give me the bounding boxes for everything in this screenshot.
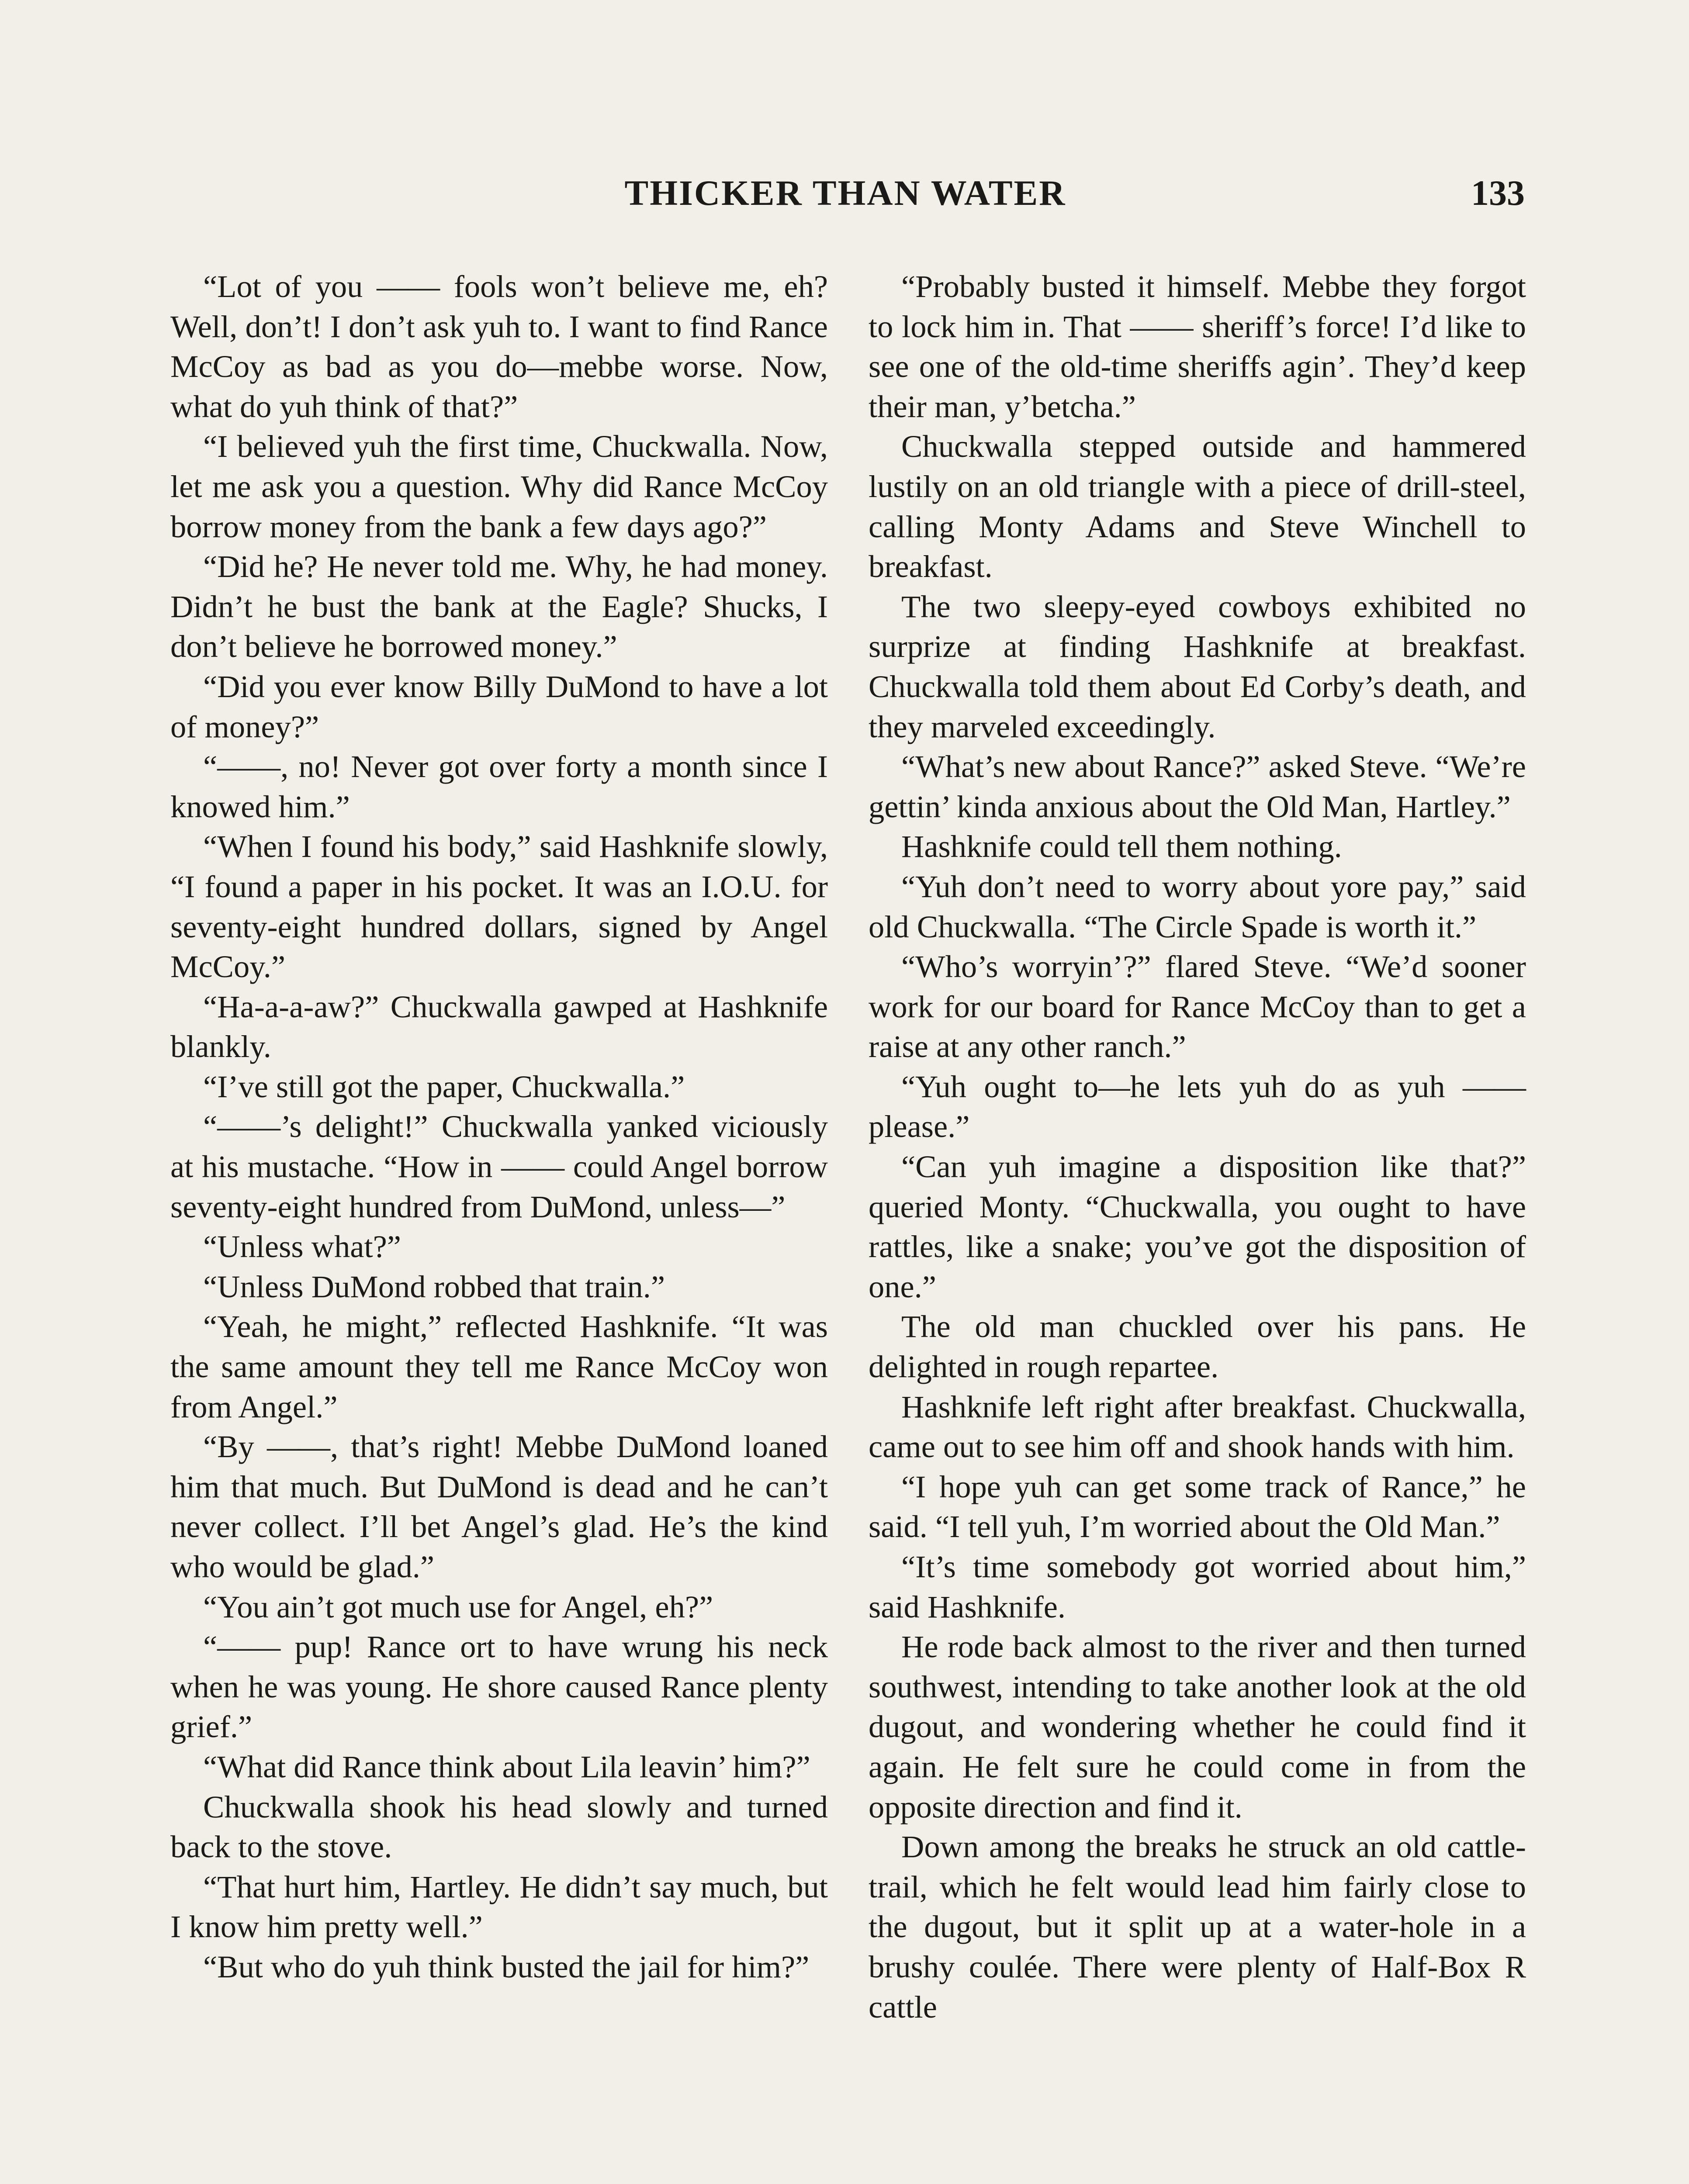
paragraph: Chuckwalla stepped outside and hammered lustily on an old triangle with a piece of drill-steel, calling Monty Adams and Steve Winchell to breakfast. xyxy=(869,429,1526,584)
paragraph: “——, no! Never got over forty a month since I knowed him.” xyxy=(170,749,828,824)
paragraph: Hashknife left right after breakfast. Chuckwalla, came out to see him off and shook hands with him. xyxy=(869,1389,1526,1465)
running-header xyxy=(166,173,1525,225)
paragraph: The old man chuckled over his pans. He delighted in rough repartee. xyxy=(869,1309,1526,1385)
paragraph: “——’s delight!” Chuckwalla yanked viciously at his mustache. “How in —— could Angel borrow seventy-eight hundred from DuMond, unless—” xyxy=(170,1109,828,1224)
paragraph: Down among the breaks he struck an old cattle-trail, which he felt would lead him fairly close to the dugout, but it split up at a water-hole in a brushy coulée. There were plenty of Half-Box R cattle xyxy=(869,1829,1526,2025)
paragraph: “By ——, that’s right! Mebbe DuMond loaned him that much. But DuMond is dead and he can’t never collect. I’ll bet Angel’s glad. He’s the kind who would be glad.” xyxy=(170,1429,828,1584)
paragraph: “Unless DuMond robbed that train.” xyxy=(203,1268,665,1304)
paragraph: “Yeah, he might,” reflected Hashknife. “It was the same amount they tell me Rance McCoy won from Angel.” xyxy=(170,1309,828,1424)
paragraph: The two sleepy-eyed cowboys exhibited no surprize at finding Hashknife at breakfast. Chuckwalla told them about Ed Corby’s death, and they marveled exceedingly. xyxy=(869,588,1526,744)
paragraph: “Ha-a-a-aw?” Chuckwalla gawped at Hashknife blankly. xyxy=(170,988,828,1064)
running-title: THICKER THAN WATER xyxy=(624,173,1066,213)
paragraph: “It’s time somebody got worried about him,” said Hashknife. xyxy=(869,1549,1526,1624)
paragraph: “But who do yuh think busted the jail for him?” xyxy=(203,1949,810,1984)
paragraph: “That hurt him, Hartley. He didn’t say much, but I know him pretty well.” xyxy=(170,1869,828,1945)
paragraph: “—— pup! Rance ort to have wrung his neck when he was young. He shore caused Rance plenty grief.” xyxy=(170,1629,828,1745)
right-column xyxy=(869,266,1526,2027)
paragraph: Chuckwalla shook his head slowly and turned back to the stove. xyxy=(170,1789,828,1865)
paragraph: “Did you ever know Billy DuMond to have a lot of money?” xyxy=(170,668,828,744)
paragraph: “What’s new about Rance?” asked Steve. “We’re gettin’ kinda anxious about the Old Man, Hartley.” xyxy=(869,749,1526,824)
paragraph: “Unless what?” xyxy=(203,1229,401,1265)
paragraph: “What did Rance think about Lila leavin’ him?” xyxy=(203,1749,810,1784)
paragraph: “Probably busted it himself. Mebbe they forgot to lock him in. That —— sheriff’s force! I’d like to see one of the old-time sheriffs agin’. They’d keep their man, y’betcha.” xyxy=(869,269,1526,424)
paragraph: He rode back almost to the river and then turned southwest, intending to take another look at the old dugout, and wondering whether he could find it again. He felt sure he could come in from the opposite direction and find it. xyxy=(869,1629,1526,1825)
page-number: 133 xyxy=(1471,173,1525,213)
paragraph: Hashknife could tell them nothing. xyxy=(901,829,1342,864)
paragraph: “Did he? He never told me. Why, he had money. Didn’t he bust the bank at the Eagle? Shucks, I don’t believe he borrowed money.” xyxy=(170,549,828,664)
paragraph: “Yuh don’t need to worry about yore pay,” said old Chuckwalla. “The Circle Spade is worth it.” xyxy=(869,868,1526,944)
paragraph: “Yuh ought to—he lets yuh do as yuh —— please.” xyxy=(869,1068,1526,1144)
paragraph: “I’ve still got the paper, Chuckwalla.” xyxy=(203,1068,685,1104)
paragraph: “You ain’t got much use for Angel, eh?” xyxy=(203,1589,713,1624)
paragraph: “Who’s worryin’?” flared Steve. “We’d sooner work for our board for Rance McCoy than to get a raise at any other ranch.” xyxy=(869,949,1526,1064)
paragraph: “Lot of you —— fools won’t believe me, eh? Well, don’t! I don’t ask yuh to. I want to find Rance McCoy as bad as you do—mebbe worse. Now, what do yuh think of that?” xyxy=(170,269,828,424)
paragraph: “I believed yuh the first time, Chuckwalla. Now, let me ask you a question. Why did Rance McCoy borrow money from the bank a few days ago?” xyxy=(170,429,828,544)
paragraph: “Can yuh imagine a disposition like that?” queried Monty. “Chuckwalla, you ought to have rattles, like a snake; you’ve got the disposition of one.” xyxy=(869,1149,1526,1304)
paragraph: “When I found his body,” said Hashknife slowly, “I found a paper in his pocket. It was an I.O.U. for seventy-eight hundred dollars, signed by Angel McCoy.” xyxy=(170,829,828,985)
left-column xyxy=(170,266,828,1987)
paragraph: “I hope yuh can get some track of Rance,” he said. “I tell yuh, I’m worried about the Old Man.” xyxy=(869,1469,1526,1545)
